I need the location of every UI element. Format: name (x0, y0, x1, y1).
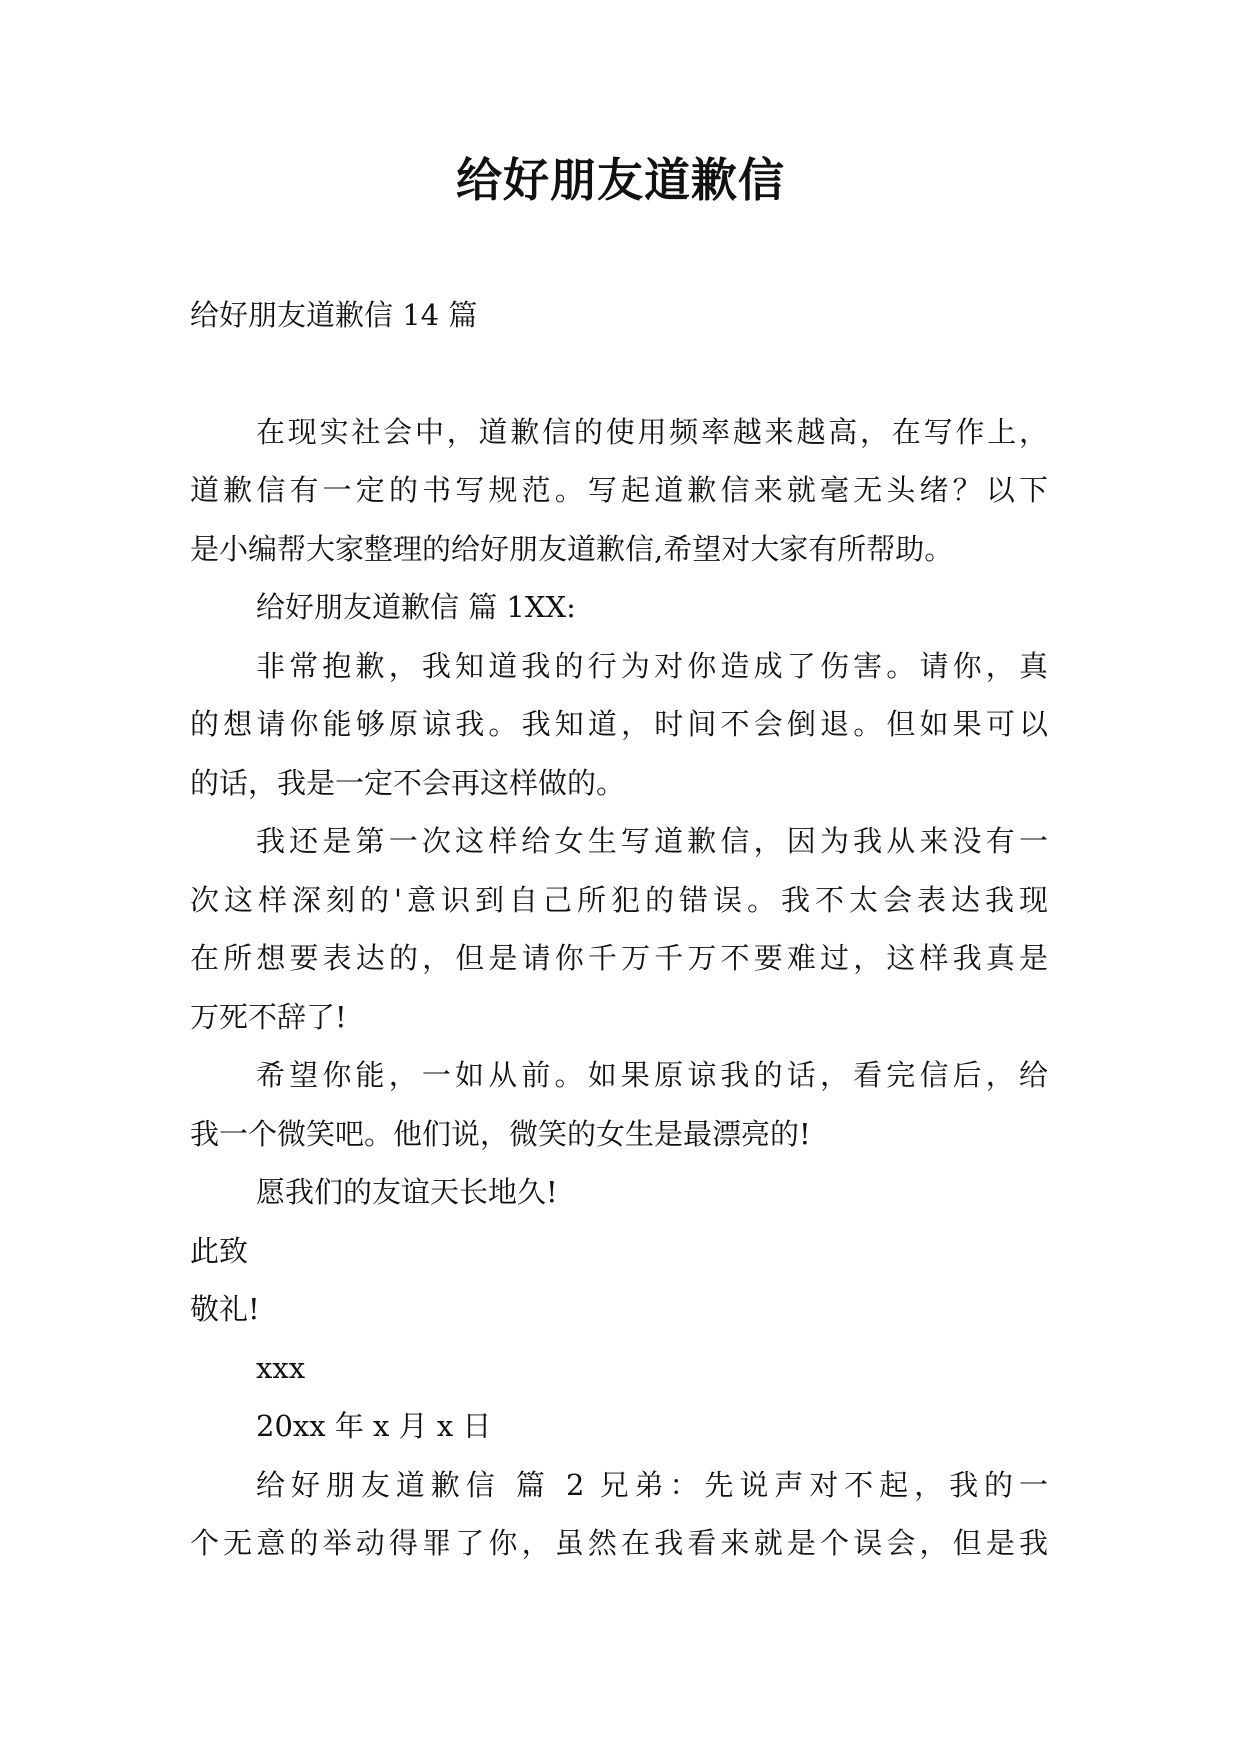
paragraph-line: 在所想要表达的，但是请你千万千万不要难过，这样我真是 (190, 941, 1048, 975)
paragraph-line: 是小编帮大家整理的给好朋友道歉信,希望对大家有所帮助。 (190, 531, 954, 566)
paragraph-line: 的话，我是一定不会再这样做的。 (190, 765, 626, 800)
section-heading: 给好朋友道歉信 篇 1XX: (256, 590, 576, 624)
paragraph-line: 次这样深刻的'意识到自己所犯的错误。我不太会表达我现 (190, 882, 1048, 917)
paragraph-line: 非常抱歉，我知道我的行为对你造成了伤害。请你，真 (256, 648, 1048, 683)
paragraph-line: 个无意的举动得罪了你，虽然在我看来就是个误会，但是我 (190, 1526, 1048, 1560)
date-line: 20xx 年 x 月 x 日 (256, 1409, 492, 1443)
paragraph-line: 愿我们的友谊天长地久! (256, 1175, 558, 1209)
section-heading: 给好朋友道歉信 篇 2 兄弟：先说声对不起，我的一 (256, 1467, 1048, 1502)
paragraph-line: 的想请你能够原谅我。我知道，时间不会倒退。但如果可以 (190, 707, 1048, 741)
paragraph-line: 希望你能，一如从前。如果原谅我的话，看完信后，给 (256, 1058, 1048, 1092)
closing-line: 此致 (190, 1233, 249, 1268)
page-title: 给好朋友道歉信 (456, 153, 785, 207)
paragraph-line: 道歉信有一定的书写规范。写起道歉信来就毫无头绪？以下 (190, 473, 1048, 507)
paragraph-line: 在现实社会中，道歉信的使用频率越来越高，在写作上， (256, 414, 1048, 449)
paragraph-line: 我还是第一次这样给女生写道歉信，因为我从来没有一 (256, 824, 1048, 858)
document-subtitle: 给好朋友道歉信 14 篇 (190, 298, 478, 332)
document-body (190, 286, 1048, 1573)
paragraph-line: 我一个微笑吧。他们说，微笑的女生是最漂亮的! (190, 1116, 811, 1151)
paragraph-line: 万死不辞了! (190, 999, 347, 1034)
closing-line: 敬礼! (190, 1292, 260, 1326)
signature: xxx (256, 1350, 306, 1385)
